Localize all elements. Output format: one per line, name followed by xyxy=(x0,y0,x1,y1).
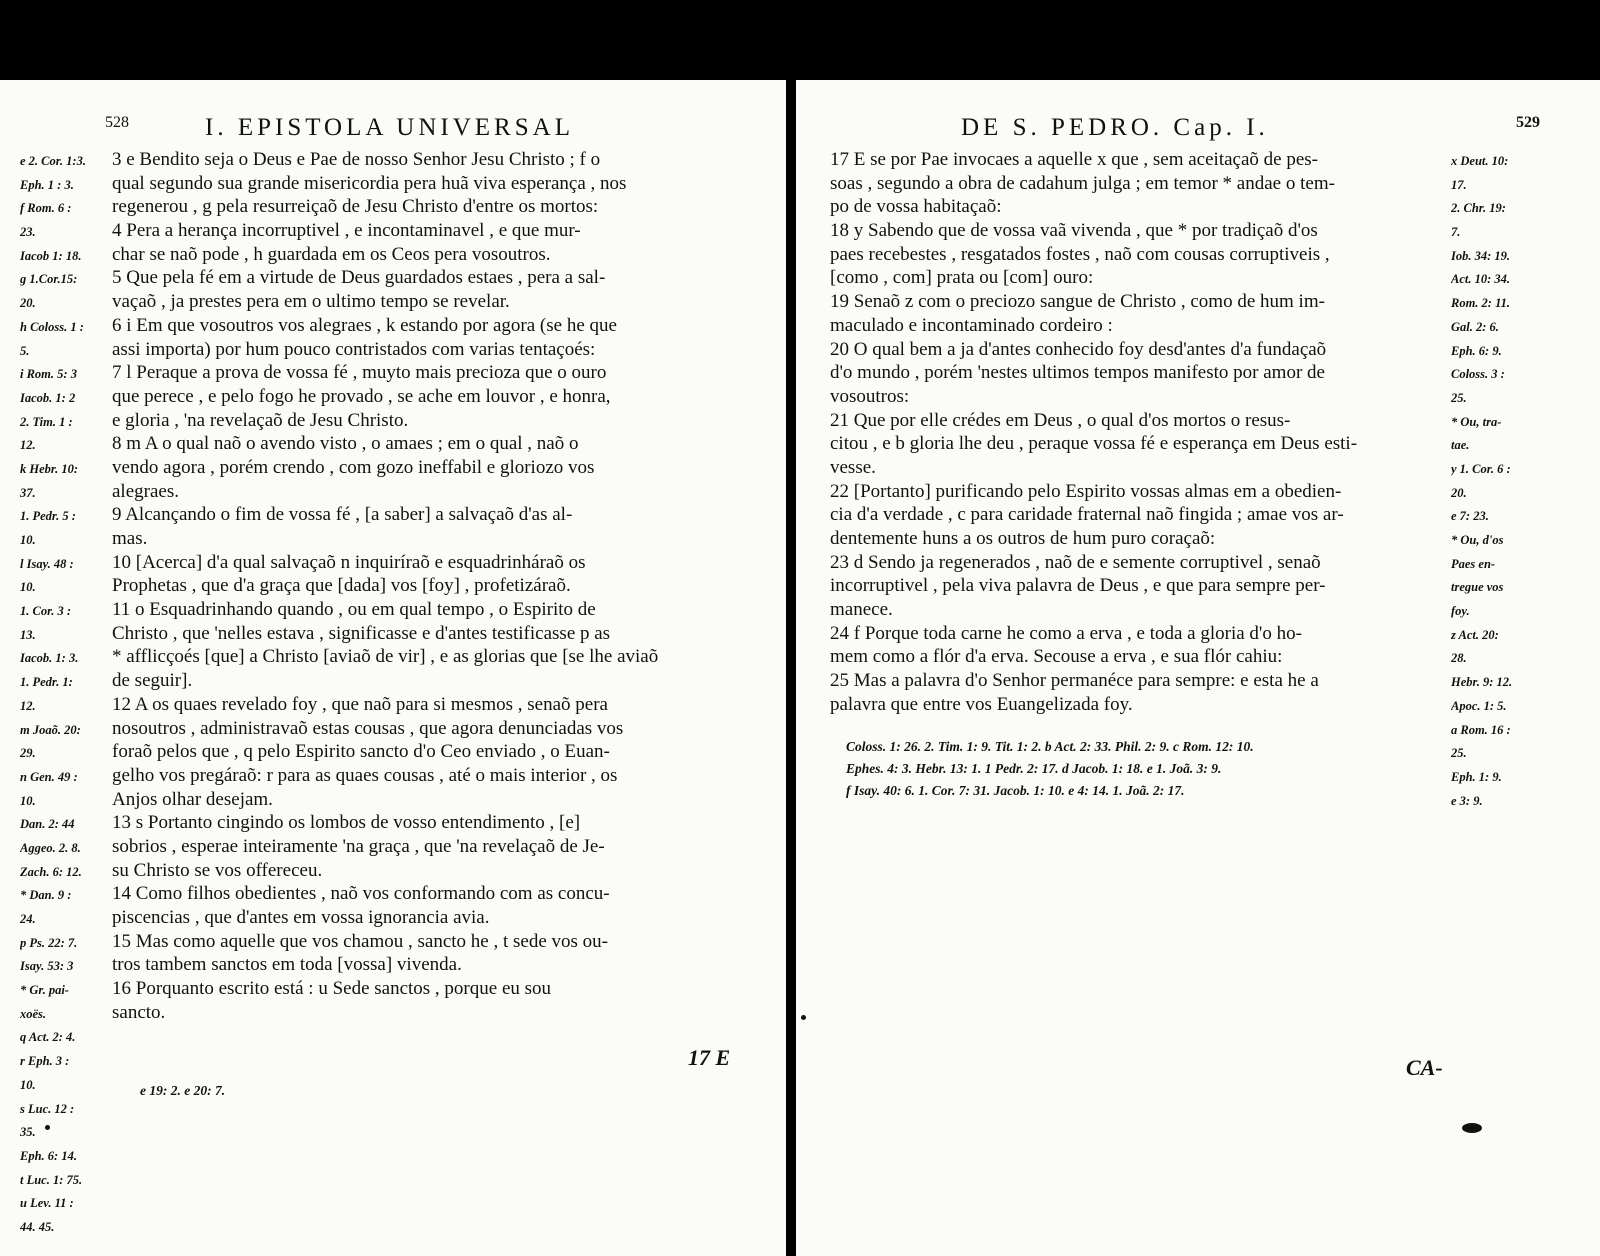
margin-note: e 3: 9. xyxy=(1451,793,1483,808)
book-gutter xyxy=(786,80,796,1256)
margin-note: 37. xyxy=(20,485,36,500)
verse-line: palavra que entre vos Euangelizada foy. xyxy=(830,693,1133,715)
margin-note: n Gen. 49 : xyxy=(20,769,78,784)
margin-note: 12. xyxy=(20,438,36,453)
margin-note: 10. xyxy=(20,580,36,595)
margin-note: 23. xyxy=(20,225,36,240)
verse-line: qual segundo sua grande misericordia pera huã viva esperança , nos xyxy=(112,172,627,194)
verse-line: 3 e Bendito seja o Deus e Pae de nosso Senhor Jesu Christo ; f o xyxy=(112,149,601,170)
margin-note: h Coloss. 1 : xyxy=(20,319,84,334)
margin-note: 2. Tim. 1 : xyxy=(20,414,73,429)
verse-line: mas. xyxy=(112,528,148,549)
margin-note: 7. xyxy=(1451,225,1461,240)
margin-note: m Joaõ. 20: xyxy=(20,722,81,737)
margin-note: e 2. Cor. 1:3. xyxy=(20,154,86,168)
margin-note: u Lev. 11 : xyxy=(20,1196,74,1211)
verse-line: tros tambem sanctos em toda [vossa] vivenda. xyxy=(112,954,462,976)
left-page-number: 528 xyxy=(105,114,129,131)
margin-note: 5. xyxy=(20,343,30,358)
verse-line: 8 m A o qual naõ o avendo visto , o amaes ; em o qual , naõ o xyxy=(112,433,579,455)
margin-note: 44. 45. xyxy=(20,1219,55,1234)
margin-note: 2. Chr. 19: xyxy=(1451,201,1506,216)
margin-note: r Eph. 3 : xyxy=(20,1054,70,1069)
verse-line: assi importa) por hum pouco contristados com varias tentaçoés: xyxy=(112,338,596,360)
margin-note: k Hebr. 10: xyxy=(20,461,78,476)
verse-line: que perece , e pelo fogo he provado , se ache em louvor , e honra, xyxy=(112,385,611,407)
left-body-text xyxy=(112,148,732,1024)
margin-note: Apoc. 1: 5. xyxy=(1451,698,1507,713)
margin-note: 10. xyxy=(20,1077,36,1092)
margin-note: Iob. 34: 19. xyxy=(1451,248,1511,263)
margin-note: 10. xyxy=(20,793,36,808)
margin-note: Zach. 6: 12. xyxy=(20,864,82,879)
margin-note: 29. xyxy=(20,746,36,761)
margin-note: Rom. 2: 11. xyxy=(1451,296,1511,311)
verse-line: 10 [Acerca] d'a qual salvaçaõ n inquiríraõ e esquadrinháraõ os xyxy=(112,551,586,573)
margin-note: l Isay. 48 : xyxy=(20,556,74,571)
verse-line: 9 Alcançando o fim de vossa fé , [a saber] a salvaçaõ d'as al- xyxy=(112,504,573,526)
verse-line: 20 O qual bem a ja d'antes conhecido foy desd'antes d'a fundaçaõ xyxy=(830,338,1327,360)
verse-line: vosoutros: xyxy=(830,385,910,407)
margin-note: 1. Pedr. 5 : xyxy=(20,509,76,524)
verse-line: Anjos olhar desejam. xyxy=(112,788,273,810)
verse-line: 12 A os quaes revelado foy , que naõ para si mesmos , senaõ pera xyxy=(112,693,608,715)
ink-blot xyxy=(1462,1123,1482,1133)
verse-line: 13 s Portanto cingindo os lombos de vosso entendimento , [e] xyxy=(112,812,581,834)
margin-note: Eph. 6: 9. xyxy=(1451,343,1502,358)
margin-note: 24. xyxy=(20,912,36,926)
verse-line: vendo agora , porém crendo , com gozo ineffabil e gloriozo vos xyxy=(112,456,595,478)
margin-note: 25. xyxy=(1451,746,1467,761)
margin-note: y 1. Cor. 6 : xyxy=(1451,461,1511,476)
verse-line: Christo , que 'nelles estava , significasse e d'antes testificasse p as xyxy=(112,622,611,644)
ink-speck xyxy=(801,1015,806,1020)
verse-line: char se naõ pode , h guardada em os Ceos pera vosoutros. xyxy=(112,243,551,265)
verse-line: cia d'a verdade , c para caridade fraternal naõ fingida ; amae vos ar- xyxy=(830,504,1344,526)
margin-note: Hebr. 9: 12. xyxy=(1451,675,1513,690)
margin-note: i Rom. 5: 3 xyxy=(20,367,77,382)
right-body-text xyxy=(830,148,1445,717)
verse-line: 16 Porquanto escrito está : u Sede sanctos , porque eu sou xyxy=(112,978,552,1000)
verse-line: dentemente huns a os outros de hum puro coraçaõ: xyxy=(830,528,1216,549)
verse-line: 6 i Em que vosoutros vos alegraes , k estando por agora (se he que xyxy=(112,314,617,336)
margin-note: x Deut. 10: xyxy=(1451,154,1509,168)
verse-line: soas , segundo a obra de cadahum julga ; em temor * andae o tem- xyxy=(830,172,1335,194)
right-margin-notes xyxy=(1451,150,1512,813)
verse-line: su Christo se vos offereceu. xyxy=(112,859,323,881)
margin-note: 10. xyxy=(20,533,36,547)
margin-note: Iacob 1: 18. xyxy=(20,248,82,263)
margin-note: 35. xyxy=(20,1125,36,1140)
verse-line: 4 Pera a herança incorruptivel , e incontaminavel , e que mur- xyxy=(112,220,581,242)
margin-note: Eph. 1 : 3. xyxy=(20,177,74,192)
margin-note: f Rom. 6 : xyxy=(20,201,72,216)
margin-note: * Gr. pai- xyxy=(20,983,69,998)
margin-note: Dan. 2: 44 xyxy=(20,817,75,832)
verse-line: 14 Como filhos obedientes , naõ vos conformando com as concu- xyxy=(112,883,610,905)
verse-line: 24 f Porque toda carne he como a erva , e toda a gloria d'o ho- xyxy=(830,622,1302,644)
margin-note: * Ou, tra- xyxy=(1451,414,1502,429)
verse-line: sobrios , esperae inteiramente 'na graça , que 'na revelaçaõ de Je- xyxy=(112,835,605,857)
verse-line: 18 y Sabendo que de vossa vaã vivenda , que * por tradiçaõ d'os xyxy=(830,220,1318,242)
verse-line: manece. xyxy=(830,599,893,621)
verse-line: 21 Que por elle crédes em Deus , o qual d'os mortos o resus- xyxy=(830,409,1291,431)
margin-note: p Ps. 22: 7. xyxy=(20,935,78,950)
margin-note: Paes en- xyxy=(1451,556,1496,571)
margin-note: Eph. 1: 9. xyxy=(1451,769,1502,784)
verse-line: incorruptivel , pela viva palavra de Deus , e que para sempre per- xyxy=(830,575,1326,597)
margin-note: 20. xyxy=(20,296,36,311)
margin-note: xoës. xyxy=(20,1006,47,1021)
verse-line: citou , e b gloria lhe deu , peraque vossa fé e esperança em Deus esti- xyxy=(830,433,1358,455)
margin-note: 1. Pedr. 1: xyxy=(20,675,73,690)
margin-note: 25. xyxy=(1451,390,1467,405)
margin-note: tregue vos xyxy=(1451,580,1504,595)
verse-line: e gloria , 'na revelaçaõ de Jesu Christo. xyxy=(112,409,409,431)
left-page xyxy=(0,80,786,1256)
right-footnotes xyxy=(846,736,1254,802)
right-page-number: 529 xyxy=(1516,114,1540,131)
verse-line: gelho vos pregáraõ: r para as quaes cousas , até o mais interior , os xyxy=(112,764,618,786)
verse-line: 22 [Portanto] purificando pelo Espirito vossas almas em a obedien- xyxy=(830,480,1342,502)
verse-line: regenerou , g pela resurreiçaõ de Jesu Christo d'entre os mortos: xyxy=(112,196,599,218)
left-margin-notes xyxy=(20,150,86,1240)
right-running-title: DE S. PEDRO. Cap. I. xyxy=(961,114,1269,141)
margin-note: Act. 10: 34. xyxy=(1451,272,1511,287)
margin-note: Coloss. 3 : xyxy=(1451,367,1505,382)
verse-line: paes recebestes , resgatados fostes , naõ com cousas corruptiveis , xyxy=(830,243,1330,265)
ink-speck xyxy=(45,1125,50,1130)
right-page xyxy=(796,80,1600,1256)
footnote-line: Ephes. 4: 3. Hebr. 13: 1. 1 Pedr. 2: 17. d Jacob. 1: 18. e 1. Joã. 3: 9. xyxy=(846,761,1222,776)
verse-line: 15 Mas como aquelle que vos chamou , sancto he , t sede vos ou- xyxy=(112,930,608,952)
margin-note: t Luc. 1: 75. xyxy=(20,1172,83,1187)
margin-note: e 7: 23. xyxy=(1451,509,1489,524)
verse-line: nosoutros , administravaõ estas cousas , que agora denunciadas vos xyxy=(112,717,624,739)
footnote-line: Coloss. 1: 26. 2. Tim. 1: 9. Tit. 1: 2. b Act. 2: 33. Phil. 2: 9. c Rom. 12: 10. xyxy=(846,739,1254,754)
margin-note: 28. xyxy=(1451,651,1467,666)
footnote-line: f Isay. 40: 6. 1. Cor. 7: 31. Jacob. 1: 10. e 4: 14. 1. Joã. 2: 17. xyxy=(846,783,1185,798)
verse-line: vesse. xyxy=(830,456,876,478)
verse-line: d'o mundo , porém 'nestes ultimos tempos manifesto por amor de xyxy=(830,362,1325,384)
verse-line: vaçaõ , ja prestes pera em o ultimo tempo se revelar. xyxy=(112,291,510,313)
margin-note: Eph. 6: 14. xyxy=(20,1148,77,1163)
margin-note: g 1.Cor.15: xyxy=(20,272,78,287)
margin-note: Aggeo. 2. 8. xyxy=(20,840,81,855)
verse-line: 11 o Esquadrinhando quando , ou em qual tempo , o Espirito de xyxy=(112,599,596,621)
left-catchword: 17 E xyxy=(688,1045,731,1070)
verse-line: alegraes. xyxy=(112,480,179,502)
verse-line: 19 Senaõ z com o preciozo sangue de Christo , como de hum im- xyxy=(830,291,1325,313)
verse-line: 5 Que pela fé em a virtude de Deus guardados estaes , pera a sal- xyxy=(112,267,606,289)
margin-note: 17. xyxy=(1451,177,1467,192)
margin-note: foy. xyxy=(1451,604,1470,619)
margin-note: tae. xyxy=(1451,438,1470,453)
verse-line: maculado e incontaminado cordeiro : xyxy=(830,314,1113,336)
verse-line: foraõ pelos que , q pelo Espirito sancto d'o Ceo enviado , o Euan- xyxy=(112,741,610,763)
verse-line: 23 d Sendo ja regenerados , naõ de e semente corruptivel , senaõ xyxy=(830,551,1321,573)
left-footnote: e 19: 2. e 20: 7. xyxy=(140,1083,226,1098)
margin-note: * Ou, d'os xyxy=(1451,533,1504,547)
verse-line: 25 Mas a palavra d'o Senhor permanéce para sempre: e esta he a xyxy=(830,670,1319,692)
verse-line: sancto. xyxy=(112,1001,166,1023)
margin-note: Iacob. 1: 3. xyxy=(20,651,79,666)
verse-line: de seguir]. xyxy=(112,670,193,692)
verse-line: Prophetas , que d'a graça que [dada] vos [foy] , profetizáraõ. xyxy=(112,575,571,597)
verse-line: [como , com] prata ou [com] ouro: xyxy=(830,267,1094,289)
margin-note: s Luc. 12 : xyxy=(20,1101,75,1116)
margin-note: * Dan. 9 : xyxy=(20,888,72,903)
margin-note: q Act. 2: 4. xyxy=(20,1030,76,1045)
verse-line: piscencias , que d'antes em vossa ignorancia avia. xyxy=(112,907,490,928)
margin-note: Iacob. 1: 2 xyxy=(20,390,76,405)
verse-line: po de vossa habitaçaõ: xyxy=(830,196,1002,218)
margin-note: 20. xyxy=(1451,485,1467,500)
margin-note: Gal. 2: 6. xyxy=(1451,319,1499,334)
margin-note: 12. xyxy=(20,698,36,713)
right-catchword: CA- xyxy=(1406,1055,1443,1080)
margin-note: Isay. 53: 3 xyxy=(20,959,74,974)
margin-note: a Rom. 16 : xyxy=(1451,722,1511,737)
verse-line: 17 E se por Pae invocaes a aquelle x que , sem aceitaçaõ de pes- xyxy=(830,149,1318,170)
verse-line: 7 l Peraque a prova de vossa fé , muyto mais precioza que o ouro xyxy=(112,362,607,384)
margin-note: z Act. 20: xyxy=(1451,627,1499,642)
margin-note: 1. Cor. 3 : xyxy=(20,604,72,619)
left-running-title: I. EPISTOLA UNIVERSAL xyxy=(205,114,574,141)
verse-line: mem como a flór d'a erva. Secouse a erva , e sua flór cahiu: xyxy=(830,646,1283,668)
margin-note: 13. xyxy=(20,627,36,642)
verse-line: * afflicçoés [que] a Christo [aviaõ de vir] , e as glorias que [se lhe aviaõ xyxy=(112,646,659,668)
